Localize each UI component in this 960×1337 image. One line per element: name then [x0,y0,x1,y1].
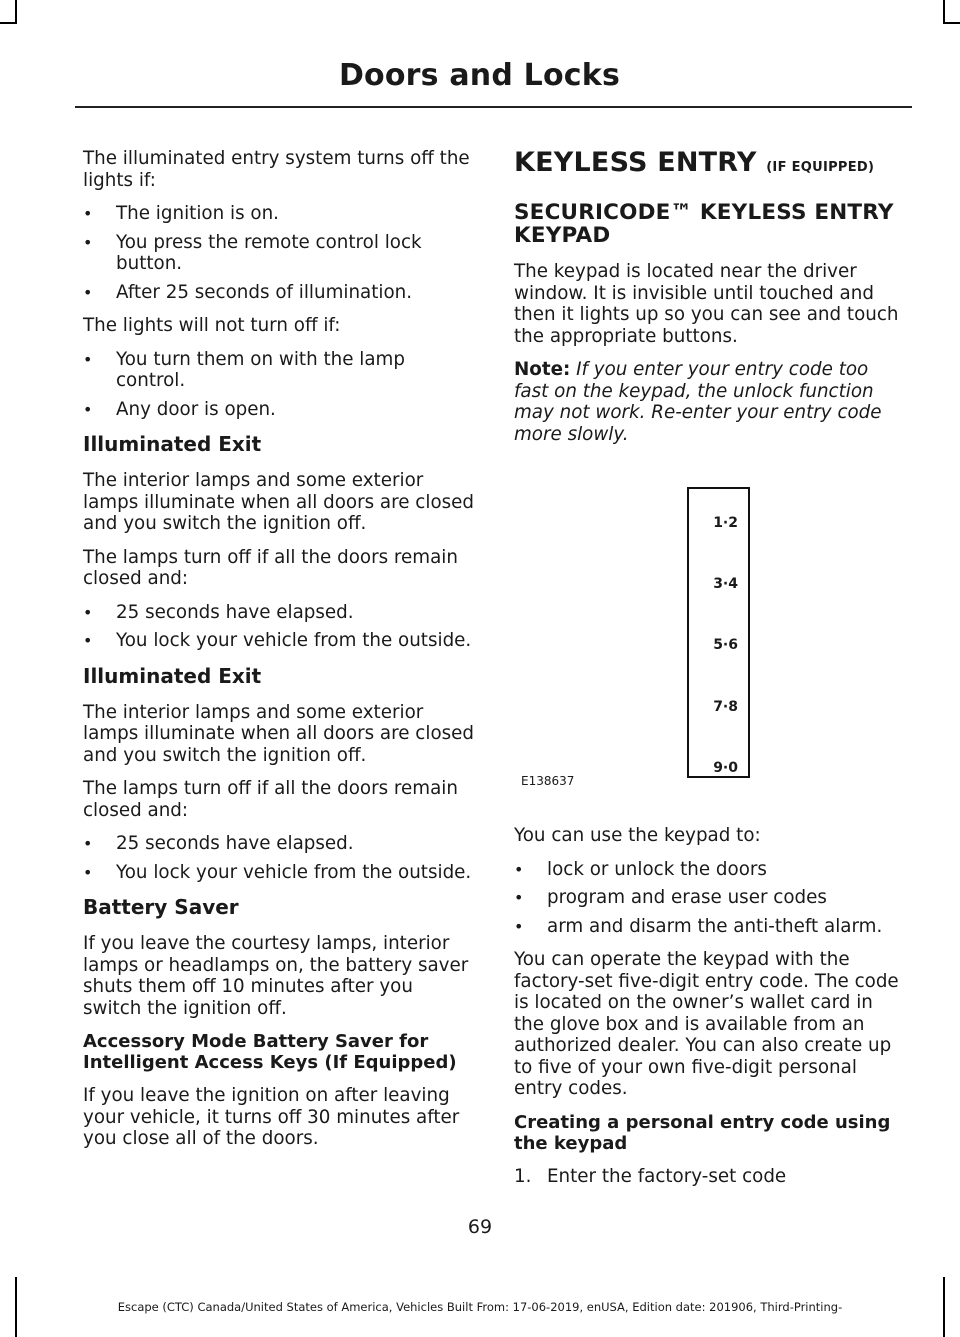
list-item: • You press the remote control lock button. [83,232,475,275]
page-number: 69 [467,1216,493,1238]
keypad-key: 9·0 [713,760,738,776]
chapter-heading-text: KEYLESS ENTRY [514,147,757,178]
paragraph: The lamps turn off if all the doors remain closed and: [83,546,458,589]
section-heading: Battery Saver [83,895,239,919]
keypad-illustration [687,487,750,778]
paragraph: The interior lamps and some exterior lamps illuminate when all doors are closed and you switch the ignition off. [83,701,475,766]
list-item: • lock or unlock the doors [514,859,908,881]
paragraph: The keypad is located near the driver window. It is invisible until touched and then it lights up so you can see and touch the appropriate buttons. [514,261,899,347]
page-title: Doors and Locks [338,58,620,93]
paragraph: If you leave the ignition on after leaving your vehicle, it turns off 30 minutes after you close all of the doors. [83,1085,460,1149]
keypad-key: 7·8 [713,699,738,715]
bullet-list [83,602,475,652]
section-heading: Illuminated Exit [83,663,262,688]
list-item: • 25 seconds have elapsed. [83,833,475,855]
note [514,359,908,445]
list-item: • After 25 seconds of illumination. [83,282,475,304]
keypad-key: 1·2 [713,515,738,531]
section-heading: Illuminated Exit [83,432,262,456]
paragraph: The illuminated entry system turns off the lights if: [83,148,470,191]
list-item: • You lock your vehicle from the outside. [83,862,475,884]
list-item: • You lock your vehicle from the outside. [83,630,475,652]
left-column [83,148,475,1162]
note-label: Note: [514,359,571,380]
paragraph: The lamps turn off if all the doors remain closed and: [83,778,458,821]
list-item: • arm and disarm the anti-theft alarm. [514,916,908,938]
step-number: 1. [514,1165,532,1187]
list-item: • 25 seconds have elapsed. [83,602,475,624]
paragraph: The interior lamps and some exterior lamps illuminate when all doors are closed and you switch the ignition off. [83,470,475,534]
paragraph: You can operate the keypad with the factory-set five-digit entry code. The code is located on the owner’s wallet card in the glove box and is available from an authorized dealer. You can also create up to five of your own five-digit personal entry codes. [514,949,899,1099]
numbered-list [514,1166,908,1188]
list-item: • The ignition is on. [83,203,475,225]
chapter-heading [514,148,908,183]
section-heading: SECURICODE™ KEYLESS ENTRY KEYPAD [514,200,894,248]
list-item: • Any door is open. [83,399,475,421]
step-text: Enter the factory-set code [547,1165,787,1187]
bullet-list [514,859,908,938]
crop-mark [0,22,17,24]
crop-mark [943,22,960,24]
right-column [514,148,908,1194]
bullet-list [83,203,475,303]
header-rule [75,106,912,108]
footer: Escape (CTC) Canada/United States of America, Vehicles Built From: 17-06-2019, enUSA, Edition date: 201906, Third-Printing- [117,1300,843,1314]
paragraph: If you leave the courtesy lamps, interior lamps or headlamps on, the battery saver shuts them off 10 minutes after you switch the ignition off. [83,933,469,1019]
figure-id: E138637 [521,774,575,788]
subsection-heading: Accessory Mode Battery Saver for Intelligent Access Keys (If Equipped) [83,1031,457,1073]
paragraph: The lights will not turn off if: [83,315,341,336]
chapter-heading-qualifier: (IF EQUIPPED) [766,160,875,175]
keypad-key: 3·4 [713,576,738,592]
list-item [514,1166,908,1188]
list-item: • program and erase user codes [514,887,908,909]
crop-mark [15,0,17,22]
note-text: If you enter your entry code too fast on the keypad, the unlock function may not work. Re-enter your entry code more slowly. [514,359,882,445]
crop-mark [943,0,945,22]
paragraph: You can use the keypad to: [514,825,761,846]
subsection-heading: Creating a personal entry code using the keypad [514,1111,891,1154]
bullet-list [83,833,475,883]
keypad-figure [514,487,908,817]
bullet-list [83,349,475,421]
list-item: • You turn them on with the lamp control. [83,349,475,392]
keypad-key: 5·6 [713,637,738,653]
